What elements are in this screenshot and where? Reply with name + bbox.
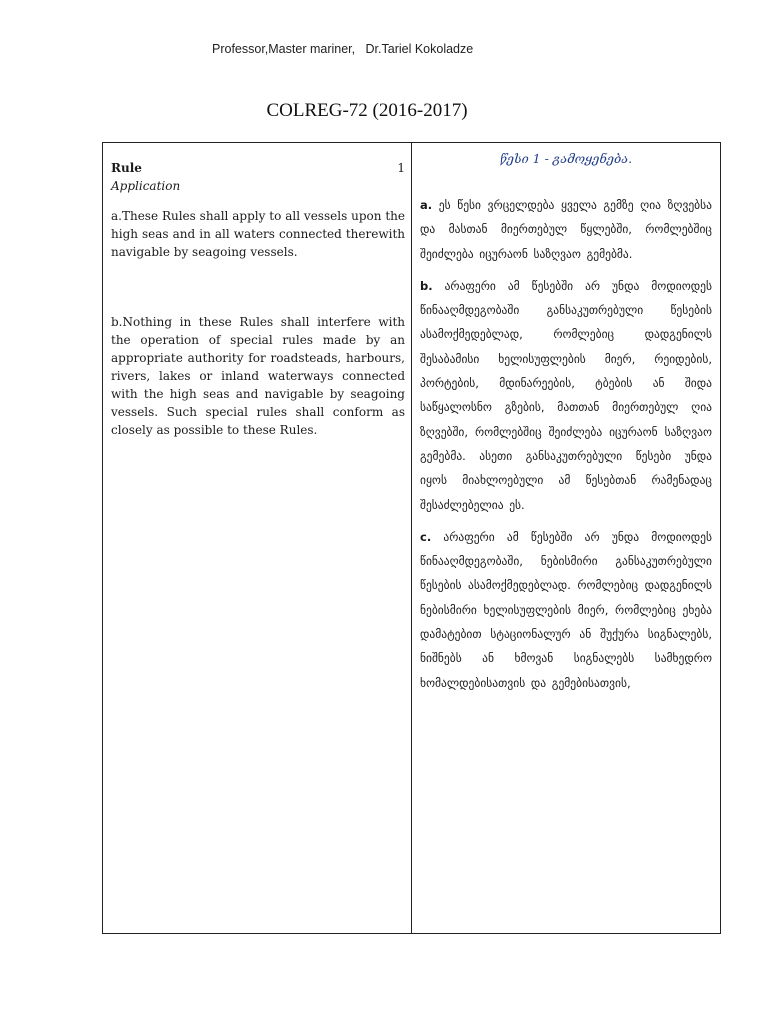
paragraph-c-marker: c. (420, 529, 432, 544)
georgian-paragraph-c-text: არაფერი ამ წესებში არ უნდა მოდიოდეს წინააღმდეგობაში, ნებისმირი განსაკუთრებული წესების ასამოქმედებლად. რომლებიც დადგენილს ნებისმირი ხელისუფლების მიერ, რომლებიც ეხება დამატებით სტაციონალურ ან შუქურა სიგნალებს, ნიშნებს ან ხმოვან სიგნალებს სამხედრო ხომალდებისათვის და გემებისათვის, (420, 529, 712, 690)
english-paragraph-b: b.Nothing in these Rules shall interfere with the operation of special rules made by an appropriate authority for roadsteads, harbours, rivers, lakes or inland waterways connected with the high seas and navigable by seagoing vessels. Such special rules shall conform as closely as possible to these Rules. (111, 315, 405, 437)
rule-number: 1 (397, 161, 405, 175)
georgian-column (420, 151, 712, 695)
rule-subtitle: Application (111, 179, 181, 193)
bilingual-table (102, 142, 721, 934)
paragraph-a-marker: a. (420, 198, 433, 212)
english-column (111, 159, 405, 439)
document-title-text: COLREG-72 (2016-2017) (266, 100, 468, 121)
rule-label: Rule (111, 161, 142, 175)
georgian-paragraph-b-text: არაფერი ამ წესებში არ უნდა მოდიოდეს წინააღმდეგობაში განსაკუთრებული წესების ასამოქმედებლად, რომლებიც დადგენილს შესაბამისი ხელისუფლების მიერ, რეიდების, პორტების, მდინარეების, ტბების ან შიდა საწყალოსნო გზების, მათთან მიერთებულ ღია ზღვებში, რომლებშიც შეიძლება იცურაონ საზღვაო გემებმა. ასეთი განსაკუთრებული წესები უნდა იყოს მიახლოებული ამ წესებთან რამენადაც შესაძლებელია ეს. (420, 278, 712, 512)
georgian-rule-title: წესი 1 - გამოყენება. (499, 151, 633, 166)
english-paragraph-a: a.These Rules shall apply to all vessels upon the high seas and in all waters connected therewith navigable by seagoing vessels. (111, 209, 405, 259)
georgian-paragraph-c (420, 525, 712, 695)
author-line: Professor,Master mariner, Dr.Tariel Kokoladze (212, 42, 474, 56)
document-title (0, 100, 768, 122)
georgian-paragraph-b (420, 274, 712, 517)
georgian-paragraph-a (420, 193, 712, 266)
paragraph-b-marker: b. (420, 278, 433, 293)
column-divider (411, 143, 412, 933)
rule-heading (111, 159, 405, 177)
georgian-paragraph-a-text: ეს წესი ვრცელდება ყველა გემზე ღია ზღვებსა და მასთან მიერთებულ წყლებში, რომლებშიც შეიძლება იცურაონ საზღვაო გემებმა. (420, 198, 712, 261)
